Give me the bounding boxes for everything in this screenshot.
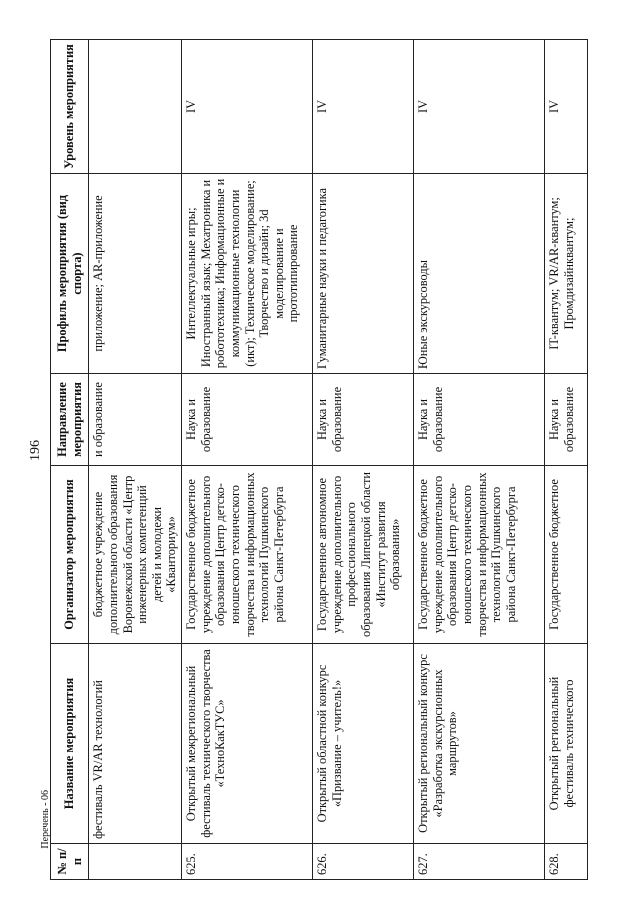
table-row (545, 40, 588, 880)
cell-level: IV (545, 40, 588, 174)
cell-name: Открытый региональный фестиваль технического (545, 644, 588, 844)
footer-code: Перечень - 06 (40, 790, 51, 849)
cell-level (89, 40, 182, 174)
cell-num: 628. (545, 844, 588, 880)
cell-profile: приложение; AR-приложение (89, 174, 182, 374)
table-wrapper (50, 0, 610, 895)
cell-profile: Гуманитарные науки и педагогика (313, 174, 414, 374)
cell-name: фестиваль VR/AR технологий (89, 644, 182, 844)
cell-num: 627. (414, 844, 545, 880)
table-row (182, 40, 313, 880)
cell-direction: Наука и образование (545, 374, 588, 466)
cell-profile: IT-квантум; VR/AR-квантум; Промдизайнквантум; (545, 174, 588, 374)
header-level: Уровень мероприятия (51, 40, 89, 174)
header-num: № п/п (51, 844, 89, 880)
table-row (89, 40, 182, 880)
cell-name: Открытый региональный конкурс «Разработка экскурсионных маршрутов» (414, 644, 545, 844)
header-name: Название мероприятия (51, 644, 89, 844)
cell-level: IV (313, 40, 414, 174)
table-row (313, 40, 414, 880)
cell-organizer: Государственное бюджетное учреждение дополнительного образования Центр детско-юношеского технического творчества и информационных технологий Пушкинского района Санкт-Петербурга (414, 466, 545, 644)
cell-direction: Наука и образование (313, 374, 414, 466)
cell-direction: и образование (89, 374, 182, 466)
cell-num: 626. (313, 844, 414, 880)
table-row (414, 40, 545, 880)
cell-direction: Наука и образование (414, 374, 545, 466)
cell-num (89, 844, 182, 880)
cell-organizer: Государственное автономное учреждение дополнительного профессионального образования Липецкой области «Институт развития образования» (313, 466, 414, 644)
events-table (50, 39, 588, 880)
cell-organizer: бюджетное учреждение дополнительного образования Воронежской области «Центр инженерных компетенций детей и молодежи «Кванториум» (89, 466, 182, 644)
cell-profile: Интеллектуальные игры; Иностранный язык; Мехатроника и робототехника; Информационные и коммуникационные технологии (икт); Техническое моделирование; Творчество и дизайн; 3d моделирование и прототипирование (182, 174, 313, 374)
cell-num: 625. (182, 844, 313, 880)
cell-level: IV (414, 40, 545, 174)
cell-name: Открытый межрегиональный фестиваль технического творчества «ТехноКакТУС» (182, 644, 313, 844)
cell-level: IV (182, 40, 313, 174)
cell-profile: Юные экскурсоводы (414, 174, 545, 374)
rotated-table-container (50, 40, 610, 880)
header-direction: Направление мероприятия (51, 374, 89, 466)
cell-organizer: Государственное бюджетное учреждение дополнительного образования Центр детско-юношеского технического творчества и информационных технологий Пушкинского района Санкт-Петербурга (182, 466, 313, 644)
cell-direction: Наука и образование (182, 374, 313, 466)
page-number: 196 (28, 440, 43, 461)
table-header-row (51, 40, 89, 880)
header-organizer: Организатор мероприятия (51, 466, 89, 644)
cell-name: Открытый областной конкурс «Призвание – учитель!» (313, 644, 414, 844)
header-profile: Профиль мероприятия (вид спорта) (51, 174, 89, 374)
cell-organizer: Государственное бюджетное (545, 466, 588, 644)
